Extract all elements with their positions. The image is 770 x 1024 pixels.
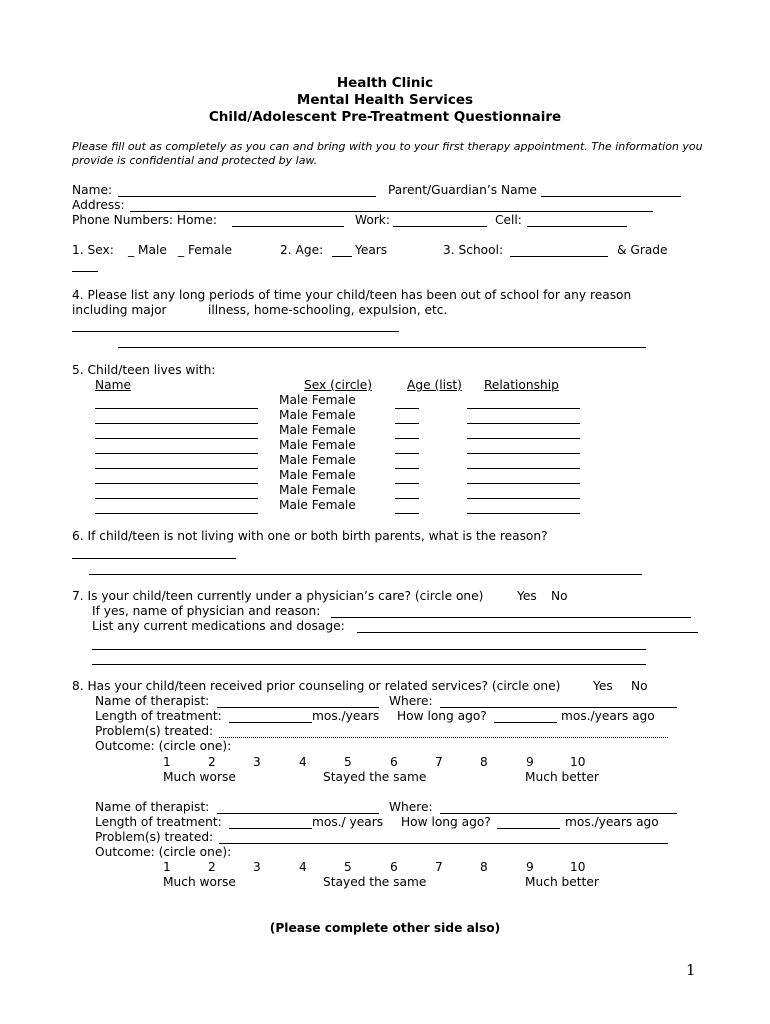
outcome2-scale-2[interactable]: 2: [208, 860, 216, 874]
problems2-label: Problem(s) treated:: [95, 830, 214, 844]
therapist1-label: Name of therapist:: [95, 694, 210, 708]
row6-name-field[interactable]: [95, 483, 258, 484]
howlong1-field[interactable]: [494, 722, 557, 723]
cell-phone-label: Cell:: [495, 213, 522, 227]
row4-sex[interactable]: Male Female: [279, 438, 356, 452]
therapist2-label: Name of therapist:: [95, 800, 210, 814]
row6-relationship-field[interactable]: [467, 483, 580, 484]
row4-name-field[interactable]: [95, 453, 258, 454]
outcome2-scale-7[interactable]: 7: [435, 860, 443, 874]
col-header-relationship: Relationship: [484, 378, 559, 392]
outcome2-scale-8[interactable]: 8: [480, 860, 488, 874]
phone-home-label: Phone Numbers: Home:: [72, 213, 218, 227]
row7-sex[interactable]: Male Female: [279, 483, 356, 497]
row1-age-field[interactable]: [395, 408, 419, 409]
department-name: Mental Health Services: [296, 92, 474, 108]
row5-age-field[interactable]: [395, 468, 419, 469]
where1-field[interactable]: [440, 707, 677, 708]
problems1-label: Problem(s) treated:: [95, 724, 214, 738]
therapist2-field[interactable]: [217, 813, 379, 814]
guardian-label: Parent/Guardian’s Name: [388, 183, 537, 197]
outcome1-better-label: Much better: [525, 770, 599, 784]
problems2-field[interactable]: [219, 843, 668, 844]
outcome1-scale-7[interactable]: 7: [435, 755, 443, 769]
outcome2-better-label: Much better: [525, 875, 599, 889]
outcome2-scale-5[interactable]: 5: [344, 860, 352, 874]
howlong2-label: How long ago?: [401, 815, 491, 829]
row2-age-field[interactable]: [395, 423, 419, 424]
row1-relationship-field[interactable]: [467, 408, 580, 409]
where2-label: Where:: [389, 800, 433, 814]
q4-question-cont-a: including major: [72, 303, 167, 317]
row8-age-field[interactable]: [395, 513, 419, 514]
row3-age-field[interactable]: [395, 438, 419, 439]
outcome2-label: Outcome: (circle one):: [95, 845, 232, 859]
outcome2-scale-1[interactable]: 1: [163, 860, 171, 874]
howlong2-unit: mos./years ago: [565, 815, 659, 829]
row7-age-field[interactable]: [395, 498, 419, 499]
howlong1-unit: mos./years ago: [561, 709, 655, 723]
row7-relationship-field[interactable]: [467, 498, 580, 499]
outcome1-scale-2[interactable]: 2: [208, 755, 216, 769]
q7-no-option[interactable]: No: [551, 589, 568, 603]
q4-question: 4. Please list any long periods of time your child/teen has been out of school for any reason: [72, 288, 632, 302]
outcome1-same-label: Stayed the same: [323, 770, 427, 784]
howlong1-label: How long ago?: [397, 709, 487, 723]
address-field[interactable]: [130, 211, 653, 212]
q7-physician-label: If yes, name of physician and reason:: [92, 604, 321, 618]
q7-yes-option[interactable]: Yes: [517, 589, 537, 603]
q3-school-label: 3. School:: [443, 243, 504, 257]
row1-name-field[interactable]: [95, 408, 258, 409]
row5-relationship-field[interactable]: [467, 468, 580, 469]
outcome2-scale-4[interactable]: 4: [299, 860, 307, 874]
col-header-name: Name: [95, 378, 131, 392]
outcome1-scale-5[interactable]: 5: [344, 755, 352, 769]
work-phone-label: Work:: [355, 213, 390, 227]
q5-question: 5. Child/teen lives with:: [72, 363, 216, 377]
row8-relationship-field[interactable]: [467, 513, 580, 514]
q4-answer-line-1[interactable]: [72, 331, 399, 332]
length1-field[interactable]: [229, 722, 312, 723]
address-label: Address:: [72, 198, 125, 212]
row3-name-field[interactable]: [95, 438, 258, 439]
therapist1-field[interactable]: [217, 707, 379, 708]
length2-field[interactable]: [229, 828, 312, 829]
row8-name-field[interactable]: [95, 513, 258, 514]
howlong2-field[interactable]: [497, 828, 560, 829]
outcome2-same-label: Stayed the same: [323, 875, 427, 889]
outcome1-scale-1[interactable]: 1: [163, 755, 171, 769]
length2-unit: mos./ years: [312, 815, 384, 829]
q7-medications-label: List any current medications and dosage:: [92, 619, 345, 633]
outcome2-worse-label: Much worse: [163, 875, 236, 889]
outcome1-scale-6[interactable]: 6: [390, 755, 398, 769]
outcome1-scale-10[interactable]: 10: [570, 755, 586, 769]
q6-question: 6. If child/teen is not living with one or both birth parents, what is the reason?: [72, 529, 548, 543]
footer-note: (Please complete other side also): [269, 921, 501, 935]
q8-yes-option[interactable]: Yes: [593, 679, 613, 693]
length1-unit: mos./years: [312, 709, 380, 723]
q8-no-option[interactable]: No: [631, 679, 648, 693]
where2-field[interactable]: [440, 813, 677, 814]
q3-grade-label: & Grade: [617, 243, 668, 257]
q1-sex-label: 1. Sex:: [72, 243, 114, 257]
outcome2-scale-10[interactable]: 10: [570, 860, 586, 874]
cell-phone-field[interactable]: [527, 226, 627, 227]
row7-name-field[interactable]: [95, 498, 258, 499]
row1-sex[interactable]: Male Female: [279, 393, 356, 407]
row3-relationship-field[interactable]: [467, 438, 580, 439]
q4-question-cont-b: illness, home-schooling, expulsion, etc.: [208, 303, 448, 317]
row6-age-field[interactable]: [395, 483, 419, 484]
q1-female-option[interactable]: _ Female: [178, 243, 233, 257]
medications-field[interactable]: [357, 632, 698, 633]
problems1-field[interactable]: [219, 737, 668, 738]
intro-text: Please fill out as completely as you can and bring with you to your first therapy appointment. The information you provide is confidential and protected by law.: [72, 140, 703, 167]
age-field[interactable]: [332, 256, 352, 257]
q6-answer-line-1[interactable]: [72, 558, 236, 559]
outcome1-scale-8[interactable]: 8: [480, 755, 488, 769]
home-phone-field[interactable]: [232, 226, 344, 227]
row2-sex[interactable]: Male Female: [279, 408, 356, 422]
physician-field[interactable]: [331, 617, 691, 618]
name-label: Name:: [72, 183, 113, 197]
q7-question: 7. Is your child/teen currently under a physician’s care? (circle one): [72, 589, 484, 603]
form-title: Child/Adolescent Pre-Treatment Questionnaire: [208, 109, 562, 125]
q2-years-label: Years: [355, 243, 388, 257]
outcome1-worse-label: Much worse: [163, 770, 236, 784]
outcome1-scale-9[interactable]: 9: [526, 755, 534, 769]
row2-name-field[interactable]: [95, 423, 258, 424]
clinic-name: Health Clinic: [336, 75, 434, 91]
outcome2-scale-9[interactable]: 9: [526, 860, 534, 874]
outcome2-scale-3[interactable]: 3: [253, 860, 261, 874]
q2-age-label: 2. Age:: [280, 243, 324, 257]
where1-label: Where:: [389, 694, 433, 708]
q8-question: 8. Has your child/teen received prior counseling or related services? (circle one): [72, 679, 561, 693]
row4-age-field[interactable]: [395, 453, 419, 454]
work-phone-field[interactable]: [393, 226, 487, 227]
outcome1-label: Outcome: (circle one):: [95, 739, 232, 753]
q6-answer-line-2[interactable]: [89, 574, 642, 575]
medications-line-2[interactable]: [92, 649, 646, 650]
row5-name-field[interactable]: [95, 468, 258, 469]
col-header-age: Age (list): [407, 378, 462, 392]
row4-relationship-field[interactable]: [467, 453, 580, 454]
page-number: 1: [686, 961, 696, 979]
outcome1-scale-3[interactable]: 3: [253, 755, 261, 769]
row2-relationship-field[interactable]: [467, 423, 580, 424]
col-header-sex: Sex (circle): [304, 378, 373, 392]
row8-sex[interactable]: Male Female: [279, 498, 356, 512]
school-field[interactable]: [510, 256, 608, 257]
length2-label: Length of treatment:: [95, 815, 222, 829]
form-header: [0, 75, 770, 126]
medications-line-3[interactable]: [92, 664, 646, 665]
q1-male-option[interactable]: _ Male: [128, 243, 167, 257]
q4-answer-line-2[interactable]: [118, 347, 646, 348]
row5-sex[interactable]: Male Female: [279, 453, 356, 467]
outcome2-scale-6[interactable]: 6: [390, 860, 398, 874]
length1-label: Length of treatment:: [95, 709, 222, 723]
row3-sex[interactable]: Male Female: [279, 423, 356, 437]
row6-sex[interactable]: Male Female: [279, 468, 356, 482]
grade-field[interactable]: [72, 271, 98, 272]
name-field[interactable]: [118, 196, 376, 197]
outcome1-scale-4[interactable]: 4: [299, 755, 307, 769]
guardian-field[interactable]: [541, 196, 681, 197]
